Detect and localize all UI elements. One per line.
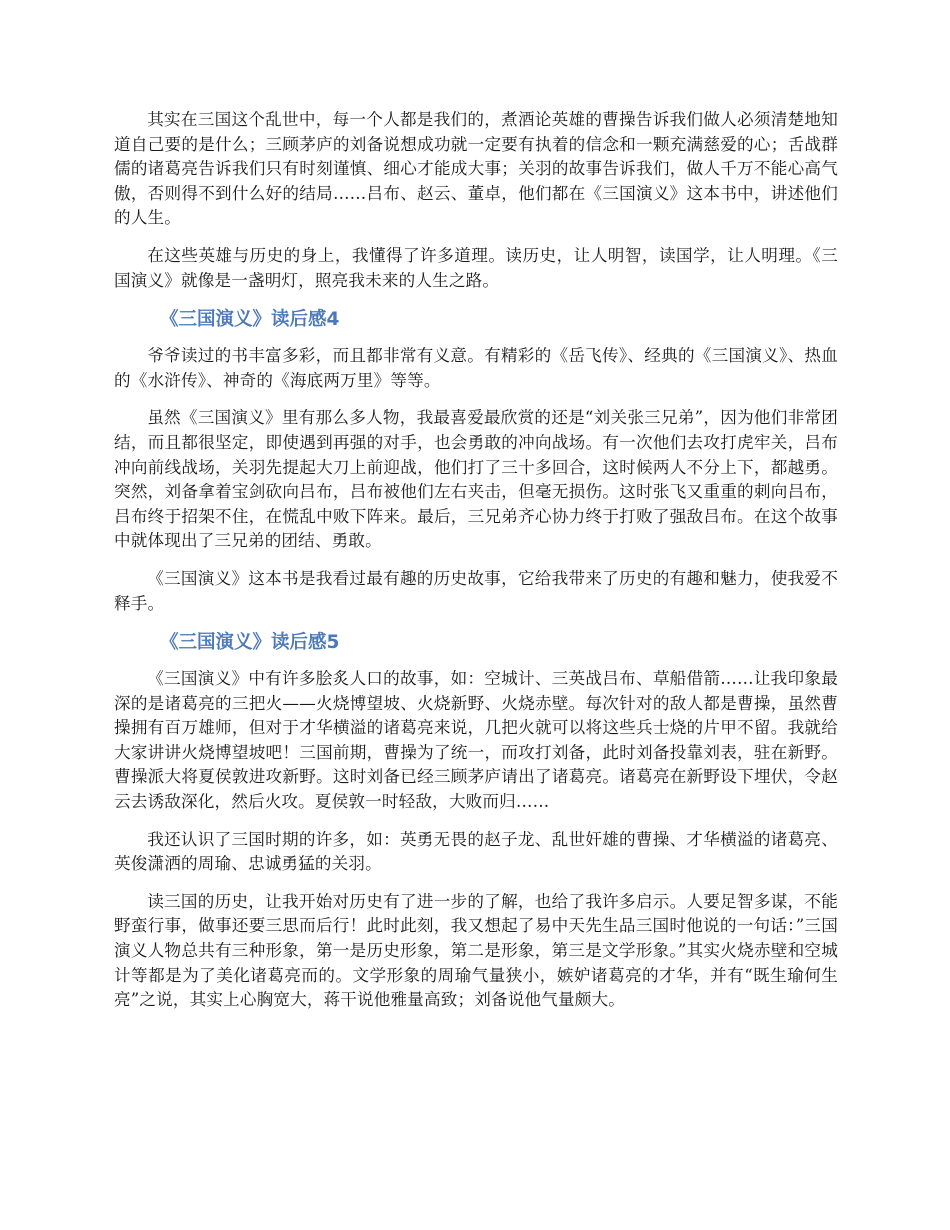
paragraph: 《三国演义》中有许多脍炙人口的故事，如：空城计、三英战吕布、草船借箭……让我印象最深的是诸葛亮的三把火——火烧博望坡、火烧新野、火烧赤壁。每次针对的敌人都是曹操，虽然曹操拥有百万雄师，但对于才华横溢的诸葛亮来说，几把火就可以将这些兵士烧的片甲不留。我就给大家讲讲火烧博望坡吧！三国前期，曹操为了统一，而攻打刘备，此时刘备投靠刘表，驻在新野。曹操派大将夏侯敦进攻新野。这时刘备已经三顾茅庐请出了诸葛亮。诸葛亮在新野设下埋伏，令赵云去诱敌深化，然后火攻。夏侯敦一时轻敌，大败而归……: [114, 669, 838, 812]
document-page: [114, 108, 838, 1026]
paragraph: 在这些英雄与历史的身上，我懂得了许多道理。读历史，让人明智，读国学，让人明理。《三国演义》就像是一盏明灯，照亮我未来的人生之路。: [114, 245, 838, 290]
paragraph: 虽然《三国演义》里有那么多人物，我最喜爱最欣赏的还是“刘关张三兄弟”，因为他们非常团结，而且都很坚定，即使遇到再强的对手，也会勇敢的冲向战场。有一次他们去攻打虎牢关，吕布冲向前线战场，关羽先提起大刀上前迎战，他们打了三十多回合，这时候两人不分上下，都越勇。突然，刘备拿着宝剑砍向吕布，吕布被他们左右夹击，但毫无损伤。这时张飞又重重的刺向吕布，吕布终于招架不住，在慌乱中败下阵来。最后，三兄弟齐心协力终于打败了强敌吕布。在这个故事中就体现出了三兄弟的团结、勇敢。: [114, 408, 838, 551]
paragraph: 其实在三国这个乱世中，每一个人都是我们的，煮酒论英雄的曹操告诉我们做人必须清楚地知道自己要的是什么；三顾茅庐的刘备说想成功就一定要有执着的信念和一颗充满慈爱的心；舌战群儒的诸葛亮告诉我们只有时刻谨慎、细心才能成大事；关羽的故事告诉我们，做人千万不能心高气傲，否则得不到什么好的结局……吕布、赵云、董卓，他们都在《三国演义》这本书中，讲述他们的人生。: [114, 110, 838, 228]
section-heading: 《三国演义》读后感5: [160, 632, 340, 654]
paragraph: 爷爷读过的书丰富多彩，而且都非常有义意。有精彩的《岳飞传》、经典的《三国演义》、热血的《水浒传》、神奇的《海底两万里》等等。: [114, 346, 838, 390]
paragraph: 《三国演义》这本书是我看过最有趣的历史故事，它给我带来了历史的有趣和魅力，使我爱不释手。: [114, 568, 838, 613]
paragraph: 我还认识了三国时期的许多，如：英勇无畏的赵子龙、乱世奸雄的曹操、才华横溢的诸葛亮、英俊潇洒的周瑜、忠诚勇猛的关羽。: [114, 829, 838, 874]
paragraph: 读三国的历史，让我开始对历史有了进一步的了解，也给了我许多启示。人要足智多谋，不能野蛮行事，做事还要三思而后行！此时此刻，我又想起了易中天先生品三国时他说的一句话：”三国演义人物总共有三种形象，第一是历史形象，第二是形象，第三是文学形象。”其实火烧赤壁和空城计等都是为了美化诸葛亮而的。文学形象的周瑜气量狭小，嫉妒诸葛亮的才华，并有“既生瑜何生亮”之说，其实上心胸宽大，蒋干说他雅量高致；刘备说他气量颇大。: [114, 891, 838, 1010]
section-heading: 《三国演义》读后感4: [160, 309, 340, 331]
